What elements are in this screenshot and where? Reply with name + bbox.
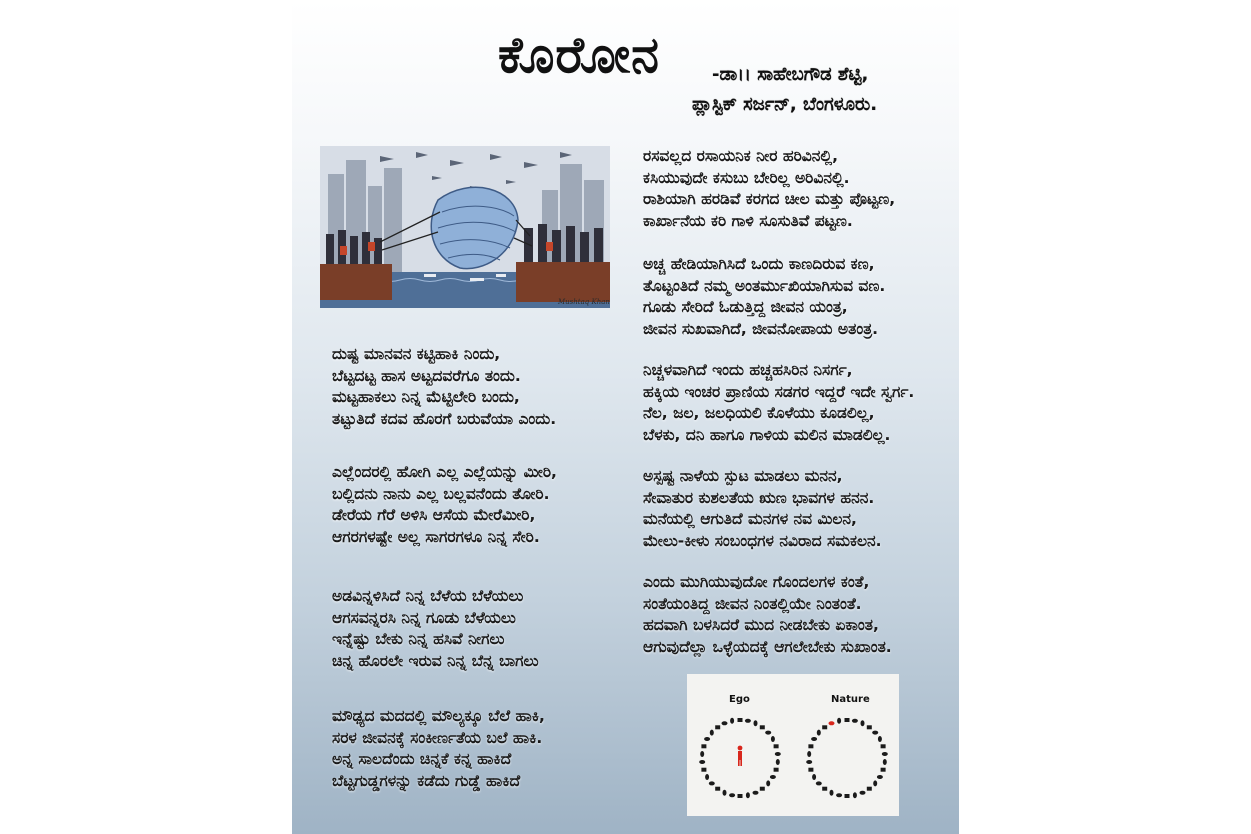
- poem-line: ಸರಳ ಜೀವನಕ್ಕೆ ಸಂಕೀರ್ಣತೆಯ ಬಲೆ ಹಾಕಿ.: [332, 728, 543, 747]
- artist-signature: Mushtaq Khan: [558, 298, 610, 306]
- human-in-ring: [829, 721, 835, 725]
- poem-line: ಅಚ್ಚ ಹೇಡಿಯಾಗಿಸಿದೆ ಒಂದು ಕಾಣದಿರುವ ಕಣ,: [643, 255, 875, 273]
- creature-mark: [808, 768, 813, 772]
- poem-line: ಹಕ್ಕಿಯ ಇಂಚರ ಪ್ರಾಣಿಯ ಸಡಗರ ಇದ್ದರೆ ಇದೇ ಸ್ವರ್ಗ.: [643, 382, 915, 401]
- author-name: -ಡಾ।। ಸಾಹೇಬಗೌಡ ಶೆಟ್ಟಿ,: [712, 64, 869, 85]
- creature-mark: [881, 744, 886, 748]
- creature-mark: [872, 731, 878, 735]
- creature-mark: [715, 725, 720, 729]
- poem-line: ಆಗಸವನ್ನರಸಿ ನಿನ್ನ ಗೂಡು ಬೆಳೆಯಲು: [332, 608, 516, 627]
- poem-line: ಆಗುವುದೆಲ್ಲಾ ಒಳ್ಳೆಯದಕ್ಕೆ ಆಗಲೇಬೇಕು ಸುಖಾಂತ.: [643, 637, 892, 656]
- mask-tug-illustration: [320, 146, 610, 308]
- poem-line: ಅಸ್ಪಷ್ಟ ನಾಳೆಯ ಸ್ಪುಟ ಮಾಡಲು ಮನನ,: [643, 467, 843, 485]
- creature-mark: [704, 737, 710, 741]
- poem-line: ಜೀವನ ಸುಖವಾಗಿದೆ, ಜೀವನೋಪಾಯ ಅತಂತ್ರ.: [643, 319, 878, 338]
- poem-line: ನೆಲ, ಜಲ, ಜಲಧಿಯಲಿ ಕೊಳೆಯು ಕೂಡಲಿಲ್ಲ,: [643, 404, 875, 422]
- creature-mark: [822, 787, 827, 791]
- creature-mark: [873, 780, 877, 786]
- poem-line: ಮಟ್ಟಹಾಕಲು ನಿನ್ನ ಮೆಟ್ಟಿಲೇರಿ ಬಂದು,: [332, 388, 520, 406]
- creature-mark: [775, 752, 781, 756]
- left-stanza-2: [332, 462, 557, 548]
- poem-line: ಡೇರೆಯ ಗೆರೆ ಅಳಿಸಿ ಆಸೆಯ ಮೇರೆಮೀರಿ,: [332, 506, 536, 524]
- creature-mark: [867, 787, 872, 791]
- creature-mark: [878, 736, 882, 742]
- right-pier: [516, 262, 610, 302]
- poem-title: ಕೊರೋನ: [498, 26, 660, 84]
- creature-mark: [807, 751, 811, 757]
- creature-mark: [746, 792, 750, 798]
- poem-line: ಇನ್ನೆಷ್ಟು ಬೇಕು ನಿನ್ನ ಹಸಿವೆ ನೀಗಲು: [332, 630, 505, 648]
- creature-mark: [715, 787, 720, 791]
- creature-mark: [806, 760, 812, 764]
- creature-mark: [722, 721, 728, 725]
- poem-line: ಬಲ್ಲಿದನು ನಾನು ಎಲ್ಲ ಬಲ್ಲವನೆಂದು ತೋರಿ.: [332, 484, 550, 503]
- right-stanza-5: [643, 572, 892, 658]
- poem-line: ಮೇಲು-ಕೀಳು ಸಂಬಂಧಗಳ ನವಿರಾದ ಸಮಕಲನ.: [643, 531, 882, 550]
- creature-mark: [766, 780, 770, 786]
- poem-line: ಹದವಾಗಿ ಬಳಸಿದರೆ ಮುದ ನೀಡಬೇಕು ಏಕಾಂತ,: [643, 616, 879, 634]
- poem-line: ಅನ್ನ ಸಾಲದೆಂದು ಚಿನ್ನಕೆ ಕನ್ನ ಹಾಕಿದೆ: [332, 750, 512, 768]
- creature-mark: [723, 790, 727, 796]
- right-stanza-1: [643, 146, 895, 232]
- creature-mark: [774, 768, 779, 772]
- ego-nature-diagram: [687, 674, 899, 816]
- creature-mark: [701, 744, 706, 748]
- creature-mark: [845, 718, 850, 722]
- poem-line: ಬೆಟ್ಟಗುಡ್ಡಗಳನ್ನು ಕಡೆದು ಗುಡ್ಡೆ ಹಾಕಿದೆ: [332, 771, 521, 790]
- creature-mark: [705, 774, 709, 780]
- creature-mark: [837, 718, 841, 724]
- creature-mark: [700, 751, 704, 757]
- poem-line: ರಸವಲ್ಲದ ರಸಾಯನಿಕ ನೀರ ಹರಿವಿನಲ್ಲಿ,: [643, 147, 838, 165]
- creature-mark: [811, 737, 817, 741]
- creature-mark: [699, 760, 705, 764]
- poem-line: ಮನೆಯಲ್ಲಿ ಆಗುತಿದೆ ಮನಗಳ ನವ ಮಿಲನ,: [643, 510, 857, 528]
- creature-mark: [754, 720, 758, 726]
- poem-line: ಮೌಢ್ಯದ ಮದದಲ್ಲಿ ಮೌಲ್ಯಕ್ಕೂ ಬೆಲೆ ಹಾಕಿ,: [332, 707, 545, 725]
- left-pier: [320, 264, 392, 300]
- creature-mark: [760, 787, 765, 791]
- poem-line: ಕಾರ್ಖಾನೆಯ ಕರಿ ಗಾಳಿ ಸೂಸುತಿವೆ ಪಟ್ಟಣ.: [643, 211, 853, 230]
- creature-mark: [770, 775, 776, 779]
- creature-mark: [836, 793, 842, 797]
- creature-mark: [867, 725, 872, 729]
- creature-mark: [853, 792, 857, 798]
- poem-line: ದುಷ್ಟ ಮಾನವನ ಕಟ್ಟಿಹಾಕಿ ನಿಂದು,: [332, 345, 501, 363]
- poem-line: ಎಂದು ಮುಗಿಯುವುದೋ ಗೊಂದಲಗಳ ಕಂತೆ,: [643, 573, 870, 591]
- creature-mark: [817, 730, 821, 736]
- creature-mark: [771, 736, 775, 742]
- creature-mark: [760, 725, 765, 729]
- poem-line: ತಟ್ಟುತಿದೆ ಕದವ ಹೊರಗೆ ಬರುವೆಯಾ ಎಂದು.: [332, 409, 557, 428]
- creature-mark: [729, 793, 735, 797]
- creature-mark: [845, 794, 850, 798]
- creature-mark: [861, 720, 865, 726]
- poem-line: ಬೆಟ್ಟದಟ್ಟ ಹಾಸ ಅಟ್ಟದವರೆಗೂ ತಂದು.: [332, 366, 521, 385]
- creature-mark: [877, 775, 883, 779]
- poem-line: ಸೇವಾತುರ ಕುಶಲತೆಯ ಋಣ ಭಾವಗಳ ಹನನ.: [643, 488, 875, 507]
- left-stanza-1: [332, 344, 556, 430]
- creature-mark: [701, 768, 706, 772]
- right-stanza-2: [643, 254, 885, 340]
- poem-line: ಅಡವಿನ್ನಳಿಸಿದೆ ನಿನ್ನ ಬೆಳೆಯ ಬೆಳೆಯಲು: [332, 587, 524, 605]
- creature-mark: [808, 744, 813, 748]
- creature-mark: [745, 719, 751, 723]
- creature-mark: [774, 744, 779, 748]
- poem-line: ಸಂತೆಯಂತಿದ್ದ ಜೀವನ ನಿಂತಲ್ಲಿಯೇ ನಿಂತಂತೆ.: [643, 594, 862, 613]
- creature-mark: [852, 719, 858, 723]
- poem-line: ಕಸಿಯುವುದೇ ಕಸುಬು ಬೇರಿಲ್ಲ ಅರಿವಿನಲ್ಲಿ.: [643, 168, 850, 187]
- poem-line: ಗೂಡು ಸೇರಿದೆ ಓಡುತ್ತಿದ್ದ ಜೀವನ ಯಂತ್ರ,: [643, 298, 848, 316]
- creature-mark: [812, 774, 816, 780]
- poem-line: ಆಗರಗಳಷ್ಟೇ ಅಲ್ಲ ಸಾಗರಗಳೂ ನಿನ್ನ ಸೇರಿ.: [332, 527, 540, 546]
- creature-mark: [776, 759, 780, 765]
- left-stanza-3: [332, 586, 539, 672]
- creature-mark: [816, 781, 822, 785]
- nature-label: Nature: [831, 694, 870, 705]
- creature-mark: [710, 730, 714, 736]
- creature-mark: [881, 768, 886, 772]
- poem-line: ಎಲ್ಲೆಂದರಲ್ಲಿ ಹೋಗಿ ಎಲ್ಲ ಎಲ್ಲೆಯನ್ನು ಮೀರಿ,: [332, 463, 557, 481]
- creature-mark: [738, 718, 743, 722]
- right-stanza-3: [643, 360, 914, 446]
- poem-line: ಚಿನ್ನ ಹೊರಲೇ ಇರುವ ನಿನ್ನ ಬೆನ್ನ ಬಾಗಲು: [332, 651, 539, 670]
- creature-mark: [753, 791, 759, 795]
- right-stanza-4: [643, 466, 882, 552]
- poem-line: ಬೆಳಕು, ದನಿ ಹಾಗೂ ಗಾಳಿಯ ಮಲಿನ ಮಾಡಲಿಲ್ಲ.: [643, 425, 891, 444]
- poem-sheet: [292, 0, 959, 834]
- creature-mark: [765, 731, 771, 735]
- creature-mark: [822, 725, 827, 729]
- creature-mark: [730, 718, 734, 724]
- poem-line: ತೊಟ್ಟಂತಿದೆ ನಮ್ಮ ಅಂತರ್ಮುಖಿಯಾಗಿಸುವ ವಣ.: [643, 276, 886, 295]
- poem-line: ರಾಶಿಯಾಗಿ ಹರಡಿವೆ ಕರಗದ ಚೀಲ ಮತ್ತು ಪೊಟ್ಟಣ,: [643, 190, 896, 208]
- creature-mark: [883, 759, 887, 765]
- ego-label: Ego: [729, 694, 750, 705]
- creature-mark: [882, 752, 888, 756]
- creature-mark: [709, 781, 715, 785]
- creature-mark: [738, 794, 743, 798]
- creature-mark: [860, 791, 866, 795]
- creature-mark: [830, 790, 834, 796]
- poem-line: ನಿಚ್ಚಳವಾಗಿದೆ ಇಂದು ಹಚ್ಚಹಸಿರಿನ ನಿಸರ್ಗ,: [643, 361, 853, 379]
- author-profession: ಪ್ಲಾಸ್ಟಿಕ್ ಸರ್ಜನ್, ಬೆಂಗಳೂರು.: [692, 94, 878, 115]
- left-stanza-4: [332, 706, 545, 792]
